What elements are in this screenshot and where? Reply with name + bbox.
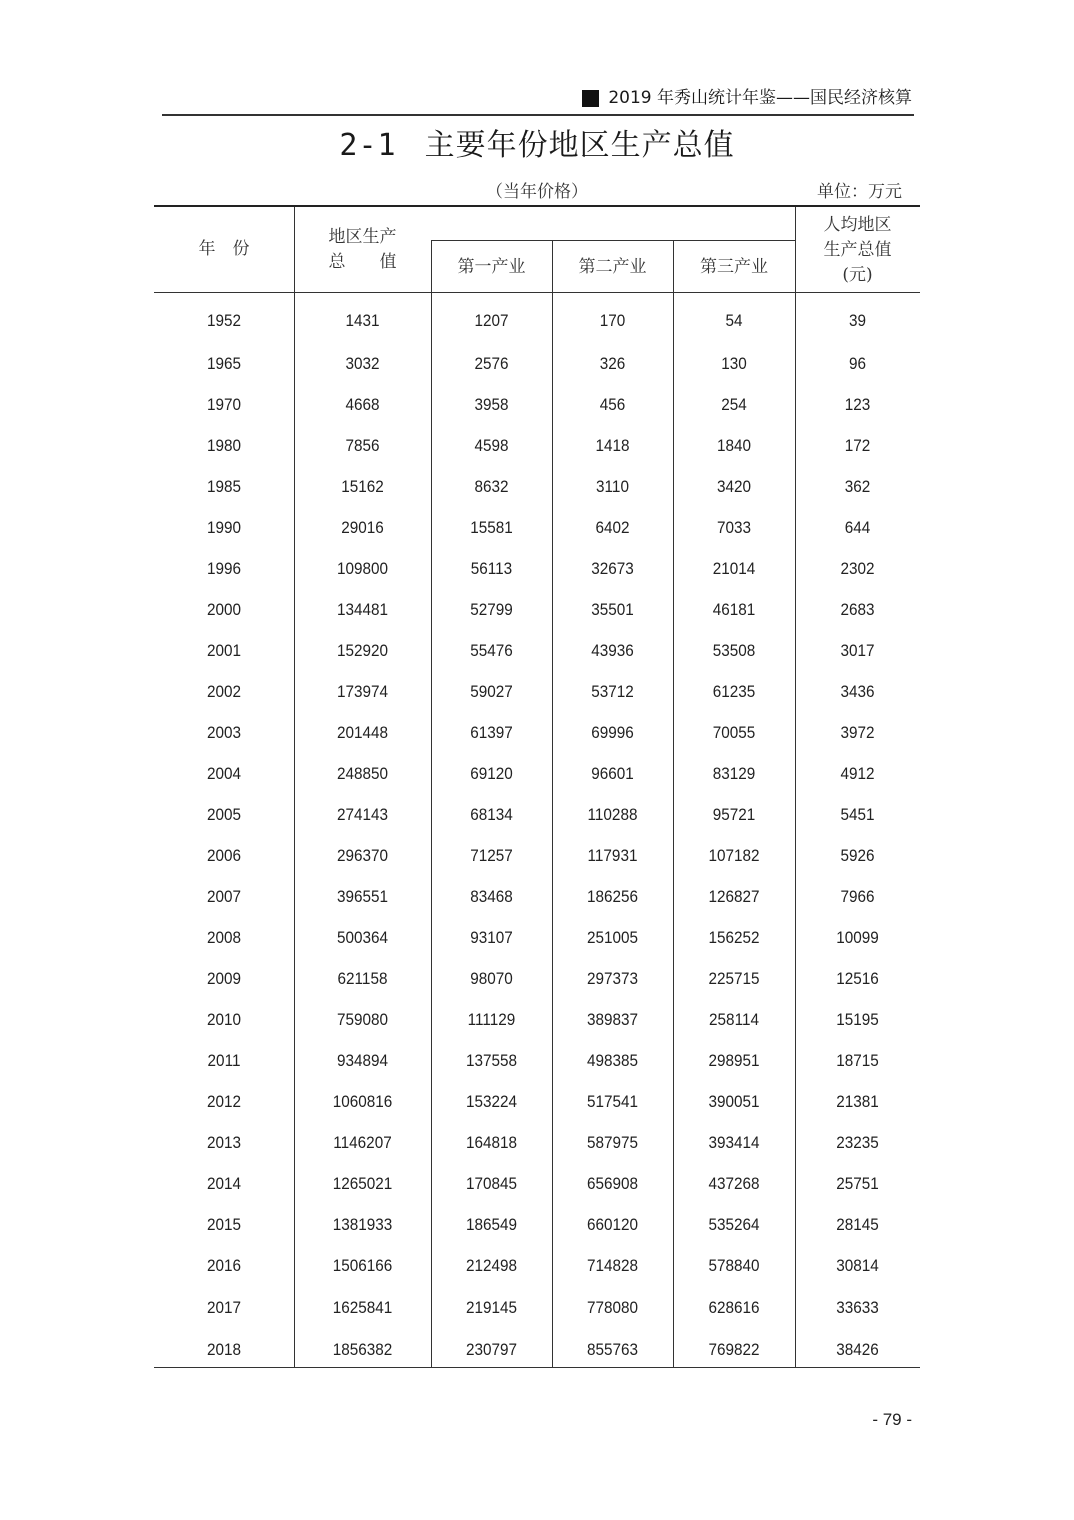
cell-tertiary: 225715 (708, 969, 760, 988)
cell-year: 2009 (206, 969, 242, 988)
unit-label: 单位：万元 (817, 182, 902, 202)
cell-year: 1952 (206, 311, 242, 330)
table-row (154, 1213, 920, 1237)
cell-per-capita: 15195 (836, 1010, 879, 1029)
table-row (154, 721, 920, 745)
cell-year: 2000 (206, 600, 242, 619)
cell-per-capita: 123 (844, 395, 871, 414)
cell-secondary: 1418 (595, 436, 630, 455)
cell-secondary: 6402 (595, 518, 630, 537)
cell-primary: 186549 (465, 1215, 518, 1234)
cell-year: 2003 (206, 723, 242, 742)
cell-gdp-total: 109800 (336, 559, 389, 578)
cell-tertiary: 437268 (708, 1174, 760, 1193)
cell-secondary: 297373 (586, 969, 639, 988)
cell-tertiary: 535264 (708, 1215, 760, 1234)
header-year: 年 份 (198, 239, 250, 259)
cell-tertiary: 3420 (716, 477, 752, 496)
table-row (154, 1131, 920, 1155)
cell-tertiary: 126827 (708, 887, 760, 906)
cell-secondary: 96601 (591, 764, 634, 783)
cell-gdp-total: 296370 (336, 846, 389, 865)
cell-year: 2013 (206, 1133, 242, 1152)
cell-per-capita: 23235 (836, 1133, 879, 1152)
cell-year: 2011 (207, 1051, 241, 1070)
cell-tertiary: 130 (721, 354, 747, 373)
cell-year: 1990 (206, 518, 242, 537)
cell-secondary: 69996 (591, 723, 634, 742)
cell-per-capita: 28145 (836, 1215, 879, 1234)
cell-tertiary: 46181 (712, 600, 756, 619)
cell-tertiary: 298951 (708, 1051, 760, 1070)
subheader-rule (431, 240, 795, 241)
cell-gdp-total: 1856382 (332, 1340, 393, 1359)
cell-secondary: 35501 (591, 600, 634, 619)
cell-per-capita: 362 (844, 477, 871, 496)
cell-secondary: 660120 (586, 1215, 639, 1234)
cell-tertiary: 7033 (716, 518, 752, 537)
cell-secondary: 170 (599, 311, 626, 330)
cell-gdp-total: 1625841 (332, 1298, 393, 1317)
cell-gdp-total: 15162 (341, 477, 384, 496)
cell-tertiary: 258114 (709, 1010, 759, 1029)
cell-primary: 2576 (474, 354, 509, 373)
cell-gdp-total: 173974 (336, 682, 389, 701)
table-row (154, 967, 920, 991)
table-title (0, 126, 1074, 166)
cell-gdp-total: 1146207 (333, 1133, 392, 1152)
table-row (154, 1338, 920, 1362)
cell-year: 1980 (206, 436, 242, 455)
cell-primary: 170845 (465, 1174, 518, 1193)
cell-per-capita: 38426 (836, 1340, 879, 1359)
table-row (154, 434, 920, 458)
header-gdp-line1: 地区生产 (328, 227, 397, 247)
cell-tertiary: 578840 (708, 1256, 760, 1275)
cell-gdp-total: 1381933 (332, 1215, 393, 1234)
cell-primary: 164818 (465, 1133, 518, 1152)
header-tertiary: 第三产业 (700, 257, 768, 277)
cell-tertiary: 254 (721, 395, 747, 414)
cell-tertiary: 70055 (712, 723, 756, 742)
cell-secondary: 714828 (586, 1256, 639, 1275)
cell-secondary: 117931 (587, 846, 638, 865)
cell-primary: 137558 (465, 1051, 518, 1070)
cell-secondary: 656908 (586, 1174, 639, 1193)
header-per-capita-line1: 人均地区 (823, 215, 892, 235)
table-row (154, 1008, 920, 1032)
cell-per-capita: 2683 (840, 600, 875, 619)
cell-gdp-total: 134481 (336, 600, 389, 619)
cell-secondary: 389837 (586, 1010, 639, 1029)
cell-per-capita: 96 (848, 354, 867, 373)
table-row (154, 1254, 920, 1278)
table-row (154, 1049, 920, 1073)
cell-primary: 3958 (474, 395, 509, 414)
cell-secondary: 110288 (587, 805, 638, 824)
cell-tertiary: 390051 (708, 1092, 760, 1111)
cell-year: 2004 (206, 764, 242, 783)
cell-year: 2007 (206, 887, 242, 906)
cell-tertiary: 107182 (708, 846, 760, 865)
cell-per-capita: 25751 (836, 1174, 879, 1193)
cell-per-capita: 3972 (840, 723, 875, 742)
running-header (162, 86, 914, 116)
cell-year: 2012 (206, 1092, 242, 1111)
cell-secondary: 3110 (596, 477, 629, 496)
table-row (154, 352, 920, 376)
cell-tertiary: 769822 (708, 1340, 760, 1359)
running-header-text: 2019 年秀山统计年鉴——国民经济核算 (608, 88, 912, 108)
cell-primary: 8632 (474, 477, 509, 496)
cell-year: 2017 (206, 1298, 242, 1317)
square-bullet-icon (582, 90, 599, 107)
table-row (154, 926, 920, 950)
table-row (154, 844, 920, 868)
table-number: 2-1 (339, 128, 397, 163)
cell-secondary: 587975 (586, 1133, 639, 1152)
table-row (154, 557, 920, 581)
cell-gdp-total: 29016 (341, 518, 384, 537)
table-row (154, 762, 920, 786)
cell-gdp-total: 4668 (345, 395, 380, 414)
cell-primary: 15581 (470, 518, 513, 537)
cell-primary: 230797 (465, 1340, 518, 1359)
cell-gdp-total: 621158 (337, 969, 388, 988)
cell-year: 2016 (206, 1256, 242, 1275)
header-bottom-rule (154, 292, 920, 293)
cell-year: 2002 (206, 682, 242, 701)
table-row (154, 1090, 920, 1114)
table-row (154, 1172, 920, 1196)
cell-secondary: 251005 (586, 928, 639, 947)
cell-secondary: 855763 (586, 1340, 639, 1359)
cell-gdp-total: 152920 (336, 641, 389, 660)
cell-gdp-total: 274143 (336, 805, 389, 824)
cell-year: 2014 (206, 1174, 242, 1193)
cell-primary: 93107 (470, 928, 513, 947)
cell-primary: 1207 (474, 311, 509, 330)
cell-gdp-total: 1431 (345, 311, 380, 330)
cell-per-capita: 3436 (840, 682, 875, 701)
cell-year: 2010 (206, 1010, 242, 1029)
cell-primary: 56113 (470, 559, 513, 578)
cell-gdp-total: 248850 (336, 764, 389, 783)
table-bottom-rule (154, 1367, 920, 1368)
cell-tertiary: 61235 (712, 682, 756, 701)
cell-per-capita: 30814 (836, 1256, 879, 1275)
cell-per-capita: 18715 (836, 1051, 879, 1070)
cell-primary: 71257 (470, 846, 513, 865)
cell-secondary: 778080 (586, 1298, 639, 1317)
cell-primary: 83468 (470, 887, 513, 906)
cell-tertiary: 54 (725, 311, 743, 330)
cell-secondary: 498385 (586, 1051, 639, 1070)
cell-per-capita: 2302 (840, 559, 875, 578)
cell-tertiary: 628616 (708, 1298, 760, 1317)
cell-year: 1985 (206, 477, 242, 496)
cell-secondary: 32673 (591, 559, 634, 578)
cell-gdp-total: 1265021 (332, 1174, 393, 1193)
cell-year: 1965 (206, 354, 242, 373)
header-per-capita-line3: (元) (842, 265, 873, 285)
cell-gdp-total: 500364 (336, 928, 389, 947)
cell-per-capita: 10099 (836, 928, 879, 947)
cell-per-capita: 5451 (840, 805, 875, 824)
header-gdp-line2: 总 值 (328, 252, 397, 272)
cell-tertiary: 95721 (712, 805, 756, 824)
cell-year: 2018 (206, 1340, 242, 1359)
table-row (154, 680, 920, 704)
table-top-rule (154, 205, 920, 207)
table-row (154, 309, 920, 333)
cell-primary: 55476 (470, 641, 513, 660)
cell-secondary: 53712 (591, 682, 634, 701)
cell-per-capita: 7966 (840, 887, 875, 906)
cell-primary: 219145 (465, 1298, 518, 1317)
header-per-capita-line2: 生产总值 (823, 240, 892, 260)
cell-primary: 61397 (470, 723, 513, 742)
cell-per-capita: 644 (844, 518, 871, 537)
cell-primary: 68134 (470, 805, 513, 824)
table-row (154, 1296, 920, 1320)
cell-per-capita: 5926 (840, 846, 875, 865)
cell-gdp-total: 934894 (336, 1051, 389, 1070)
cell-per-capita: 33633 (836, 1298, 879, 1317)
cell-tertiary: 21014 (712, 559, 756, 578)
table-title-text: 主要年份地区生产总值 (424, 128, 735, 163)
cell-gdp-total: 1060816 (332, 1092, 393, 1111)
cell-primary: 153224 (465, 1092, 518, 1111)
cell-gdp-total: 1506166 (332, 1256, 393, 1275)
table-row (154, 598, 920, 622)
cell-secondary: 43936 (591, 641, 634, 660)
cell-year: 2005 (206, 805, 242, 824)
cell-primary: 52799 (470, 600, 513, 619)
cell-per-capita: 12516 (836, 969, 879, 988)
cell-primary: 212498 (465, 1256, 518, 1275)
cell-tertiary: 1840 (716, 436, 752, 455)
price-basis-note: （当年价格） (486, 182, 588, 202)
cell-year: 1970 (206, 395, 242, 414)
cell-primary: 98070 (470, 969, 513, 988)
table-row (154, 639, 920, 663)
cell-secondary: 326 (599, 354, 626, 373)
cell-primary: 69120 (470, 764, 513, 783)
cell-primary: 111129 (467, 1010, 516, 1029)
cell-per-capita: 4912 (840, 764, 875, 783)
cell-gdp-total: 759080 (336, 1010, 389, 1029)
cell-gdp-total: 3032 (345, 354, 380, 373)
cell-gdp-total: 7856 (345, 436, 380, 455)
table-row (154, 803, 920, 827)
cell-tertiary: 393414 (708, 1133, 760, 1152)
table-row (154, 393, 920, 417)
page-number: - 79 - (872, 1410, 912, 1429)
cell-year: 2001 (206, 641, 242, 660)
cell-tertiary: 53508 (712, 641, 756, 660)
cell-gdp-total: 396551 (336, 887, 389, 906)
cell-gdp-total: 201448 (336, 723, 389, 742)
cell-secondary: 517541 (586, 1092, 639, 1111)
table-row (154, 516, 920, 540)
header-secondary: 第二产业 (578, 257, 647, 277)
cell-per-capita: 21381 (836, 1092, 879, 1111)
cell-year: 2015 (206, 1215, 242, 1234)
cell-primary: 4598 (474, 436, 509, 455)
cell-per-capita: 39 (848, 311, 867, 330)
cell-per-capita: 3017 (840, 641, 875, 660)
cell-year: 2008 (206, 928, 242, 947)
table-row (154, 885, 920, 909)
cell-year: 2006 (206, 846, 242, 865)
cell-secondary: 456 (599, 395, 626, 414)
cell-tertiary: 156252 (708, 928, 760, 947)
cell-per-capita: 172 (844, 436, 871, 455)
header-primary: 第一产业 (457, 257, 526, 277)
cell-secondary: 186256 (586, 887, 639, 906)
cell-primary: 59027 (470, 682, 513, 701)
table-row (154, 475, 920, 499)
cell-tertiary: 83129 (712, 764, 756, 783)
cell-year: 1996 (206, 559, 242, 578)
